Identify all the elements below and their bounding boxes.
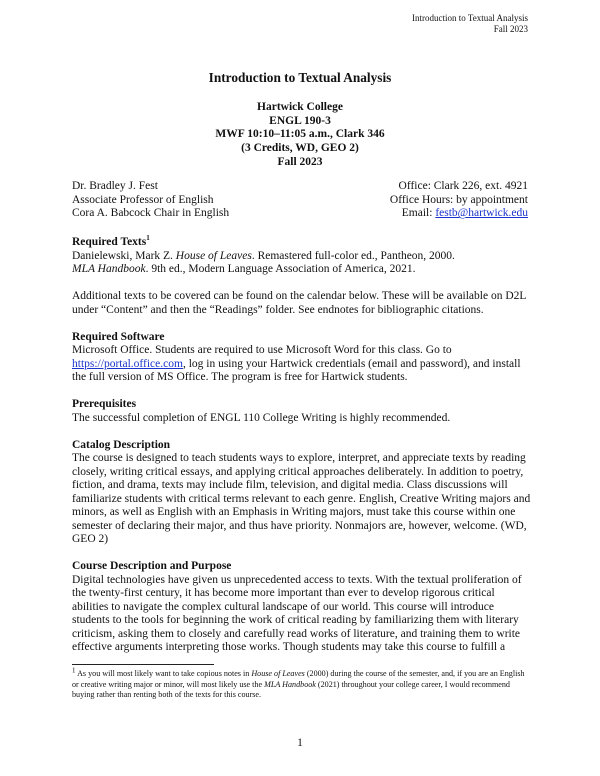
course-code: ENGL 190-3 xyxy=(269,114,331,127)
instructor-rank: Associate Professor of English xyxy=(72,193,214,206)
required-text-house-of-leaves: Danielewski, Mark Z. House of Leaves. Remastered full-color ed., Pantheon, 2000. xyxy=(72,249,455,262)
required-texts-heading: Required Texts$^1$ xyxy=(72,234,150,248)
email-label: Email: xyxy=(401,207,433,220)
footnote-number: 1 xyxy=(72,666,76,675)
catalog-paragraph: The course is designed to teach students ways to explore, interpret, and appreciate texts by reading closely, writing critical essays, and applying critical approaches deliberately. In addition to poetry, fiction, and drama, texts may include film, television, and digital media. Class discussions will familiarize students with critical terms relevant to each genre. English, Creative Writing majors and minors, as well as English with an Emphasis in Writing majors, must take this course within one semester of declaring their major, and thus have priority. Nonmajors are, however, welcome. (WD, GEO 2) xyxy=(72,452,531,545)
course-term: Fall 2023 xyxy=(277,155,323,168)
purpose-heading: Course Description and Purpose xyxy=(72,560,232,572)
office-hours: Office Hours: by appointment xyxy=(389,193,528,206)
instructor-chair: Cora A. Babcock Chair in English xyxy=(72,207,230,220)
catalog-heading: Catalog Description xyxy=(72,438,171,451)
additional-texts-paragraph: Additional texts to be covered can be found on the calendar below. These will be available on D2L under “Content” and then the “Readings” folder. See endnotes for bibliographic citations. xyxy=(72,290,526,316)
instructor-name: Dr. Bradley J. Fest xyxy=(72,180,158,192)
running-header xyxy=(412,13,528,35)
footnote-divider xyxy=(72,664,214,665)
purpose-paragraph: Digital technologies have given us unprecedented access to texts. With the textual proliferation of the twenty-first century, it has become more important than ever to develop rigorous critical abilities to navigate the complex cultural landscape of our world. This course will introduce students to the tools for beginning the work of critical reading by familiarizing them with literary criticism, asking them to closely and carefully read works of literature, and training them to write effective arguments interpreting those works. Though students may take this course to fulfill a xyxy=(72,573,522,653)
footnote: 1 As you will most likely want to take copious notes in House of Leaves (2000) during the course of the semester, and, if you are an English or creative writing major or minor, will most likely use the MLA Handbook (2021) throughout your college career, I would recommend buying rather than renting both of the texts for this course. xyxy=(72,666,525,699)
prerequisites-paragraph: The successful completion of ENGL 110 College Writing is highly recommended. xyxy=(72,411,451,424)
course-info-block xyxy=(0,101,600,170)
course-credits: (3 Credits, WD, GEO 2) xyxy=(241,142,359,155)
email-link[interactable]: festb@hartwick.edu xyxy=(435,207,528,220)
office-location: Office: Clark 226, ext. 4921 xyxy=(398,180,528,192)
prerequisites-heading: Prerequisites xyxy=(72,398,137,410)
page-number: 1 xyxy=(297,737,303,749)
instructor-info xyxy=(72,180,528,221)
document-title: Introduction to Textual Analysis xyxy=(208,70,392,85)
course-schedule: MWF 10:10–11:05 a.m., Clark 346 xyxy=(215,128,385,141)
running-header-term: Fall 2023 xyxy=(493,24,528,34)
college-name: Hartwick College xyxy=(257,101,343,113)
syllabus-body xyxy=(72,236,532,655)
office-portal-link[interactable]: https://portal.office.com xyxy=(72,357,183,370)
required-text-mla-handbook: MLA Handbook. 9th ed., Modern Language Association of America, 2021. xyxy=(72,263,416,275)
footnote-ref[interactable]: 1 xyxy=(146,234,150,243)
email-line xyxy=(402,207,528,221)
software-paragraph: Microsoft Office. Students are required to use Microsoft Word for this class. Go to https://portal.office.com, log in using your Hartwick credentials (email and password), and install the full version of MS Office. The program is free for Hartwick students. xyxy=(72,344,521,383)
running-header-title: Introduction to Textual Analysis xyxy=(412,13,528,23)
software-heading: Required Software xyxy=(72,330,165,343)
